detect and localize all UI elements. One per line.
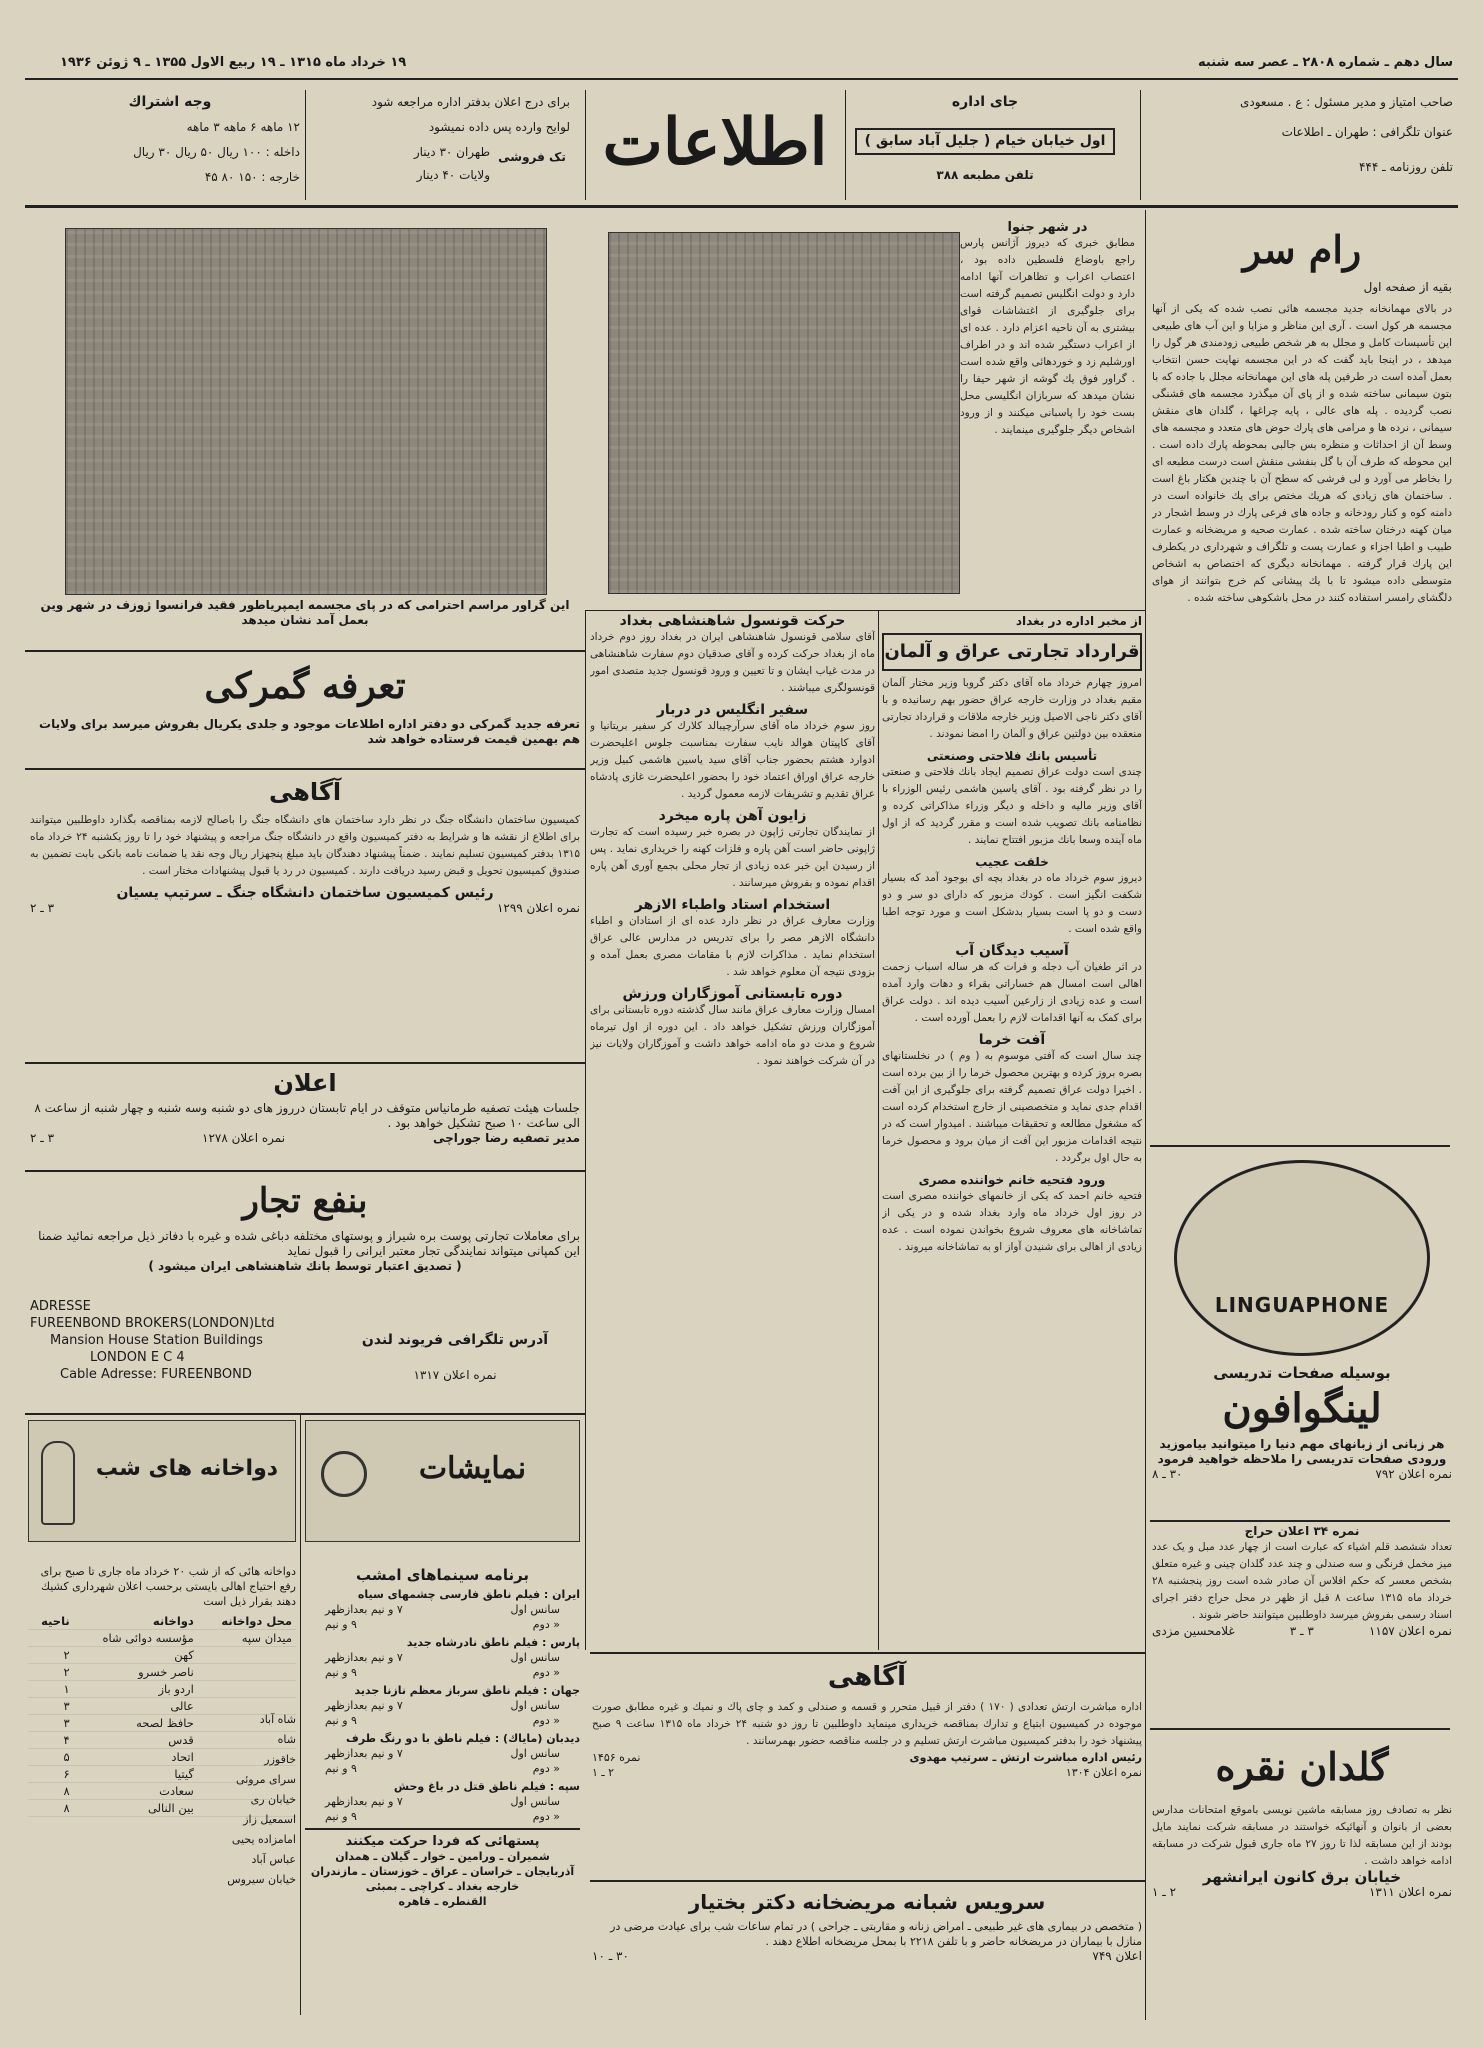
- subs-domestic: داخله : ۱۰۰ ریال ۵۰ ریال ۳۰ ریال: [133, 145, 300, 159]
- cinema-session: [305, 1713, 580, 1728]
- left-rule-3: [25, 1062, 585, 1064]
- pharmacy-cell: ۸: [28, 1800, 74, 1817]
- linguaphone-logo: LINGUAPHONE: [1214, 1293, 1390, 1317]
- pharmacy-header: دواخانه: [74, 1613, 198, 1630]
- ramsar-title: رام سر: [1242, 227, 1362, 272]
- auction-sign: غلامحسین مزدی: [1152, 1624, 1235, 1638]
- pharmacy-locations: [206, 1710, 296, 1890]
- bus-line4: القنطره ـ قاهره: [398, 1895, 487, 1908]
- pharmacy-block: [28, 1420, 296, 2020]
- cinema-session-text: ۷ و نیم بعدازظهر: [325, 1651, 403, 1664]
- office-address: اول خیابان خیام ( جلیل آباد سابق ): [855, 128, 1115, 155]
- cinema-item: [305, 1683, 580, 1728]
- notice3-title: آگاهی: [827, 1662, 907, 1692]
- pharmacy-cell: قدس: [74, 1732, 198, 1749]
- left-rule-v: [300, 1415, 301, 2015]
- notice1-text: کمیسیون ساختمان دانشگاه جنگ در نظر دارد ساختمان های دانشگاه جنگ را باصالح لازمه بمناقصه بگذارد داوطلبین میتوانند برای اطلاع از نقشه ها و شرایط به دفتر کمیسیون واقع در دانشگاه جنگ مراجعه و پیشنهاد خود را تا روز یکشنبه ۲۴ خرداد ماه ۱۳۱۵ بدفتر کمیسیون تسلیم نمایند . ضمناً پیشنهاد دهندگان باید مبلغ پنجهزار ریال وجه نقد یا ضمانت نامه بانکی بابت تضمین به صندوق کمیسیون تحویل و قبض رسید دریافت دارند . کمیسیون در رد یا قبول پیشنهادات مختار است .: [30, 814, 580, 877]
- cinema-session-text: ۹ و نیم: [325, 1810, 357, 1823]
- auction-notice: [1152, 1524, 1452, 1724]
- pharmacy-cell: ۳: [28, 1715, 74, 1732]
- bank-title: تأسیس بانك فلاحتی وصنعتی: [926, 749, 1098, 763]
- header-div-2: [845, 90, 846, 200]
- vase-title: گلدان نقره: [1215, 1744, 1389, 1789]
- pharmacy-location: اسمعیل زاز: [243, 1813, 296, 1826]
- subs-periods: ۱۲ ماهه ۶ ماهه ۳ ماهه: [186, 120, 300, 134]
- vienna-caption: این گراور مراسم احترامی که در پای مجسمه ایمپریاطور فقید فرانسوا ژوزف در شهر وین بعمل آمد نشان میدهد: [40, 598, 570, 627]
- header-div-4: [305, 90, 306, 200]
- vase-sign: خیابان برق کانون ایرانشهر: [1202, 1868, 1402, 1886]
- top-rule: [25, 78, 1458, 80]
- col-rule-mid: [878, 610, 879, 1650]
- geneva-title: در شهر جنوا: [1007, 220, 1088, 235]
- pharmacy-header: محل دواخانه: [198, 1613, 296, 1630]
- cinema-name: دیدبان (مایاك) : فیلم ناطق با دو رنگ طرف: [346, 1732, 580, 1745]
- pharmacy-cell: ۶: [28, 1766, 74, 1783]
- pharmacy-location: خیابان ری: [250, 1793, 296, 1806]
- pharmacy-cell: ناصر خسرو: [74, 1664, 198, 1681]
- vienna-photo: [65, 228, 547, 595]
- doctor-text: ( متخصص در بیماری های غیر طبیعی ـ امراض زنانه و مقاربتی ـ جراحی ) در تمام ساعات شب برای عیادت مرضی در منازل با بیماران در مریضخانه حاضر و با تلفن ۲۲۱۸ با بمحل مریضخانه اطلاع دهند .: [610, 1920, 1142, 1948]
- ad-note2: لوایح وارده پس داده نمیشود: [428, 120, 570, 134]
- bus-top-rule: [305, 1828, 580, 1830]
- sport-title: دوره تابستانی آموزگاران ورزش: [622, 986, 843, 1002]
- tariff-text: تعرفه جدید گمرکی دو دفتر اداره اطلاعات موجود و جلدی یکریال بفروش میرسد برای ولایات هم بهمین قیمت فرستاده خواهد شد: [39, 717, 580, 746]
- pharmacy-sign: [28, 1420, 296, 1542]
- sport-text: امسال وزارت معارف عراق مانند سال گذشته دوره تابستانی برای آموزگاران ورزش تشکیل خواهد داد . این دوره از اول تیرماه شروع و مدت دو ماه ادامه خواهد داشت و آموزگاران ولایات نیز در آن شرکت خواهند نمود .: [590, 1004, 875, 1067]
- office-title: جای اداره: [951, 95, 1019, 110]
- cinema-session-text: ۷ و نیم بعدازظهر: [325, 1795, 403, 1808]
- notice3-sign: رئیس اداره مباشرت ارتش ـ سرتیپ مهدوی: [909, 1751, 1142, 1764]
- notice2-sign: مدیر تصفیه رضا جوراچی: [433, 1131, 580, 1145]
- pharmacy-row: [28, 1647, 296, 1664]
- creation-title: خلقت عجیب: [975, 855, 1049, 869]
- cinema-session: [305, 1602, 580, 1617]
- notice2-num: نمره اعلان ۱۲۷۸: [202, 1131, 286, 1145]
- date-line: ۱۹ خرداد ماه ۱۳۱۵ ـ ۱۹ ربیع الاول ۱۳۵۵ ـ ۹ ژوئن ۱۹۳۶: [60, 55, 407, 70]
- iraq-tr-title: قرارداد تجارتی عراق و آلمان: [882, 633, 1142, 671]
- cinema-name: پارس : فیلم ناطق نادرشاه جدید: [406, 1636, 580, 1649]
- cinema-session-text: سانس اول: [510, 1651, 560, 1664]
- doctor-ad: [592, 1885, 1142, 2025]
- pharmacy-cell: حافظ لصحه: [74, 1715, 198, 1732]
- pharmacy-cell: بین النالی: [74, 1800, 198, 1817]
- ramsar-text: در بالای مهمانخانه جدید مجسمه هائی نصب شده که یکی از آنها مجسمه هر کول است . آری این مناظر و مزایا و این آب های طبیعی این تأسیسات کامل و مجلل به هر شخص طبیعی زودمندی هر گول را میدهد ، در اینجا باید گفت که در این مجسمه نهایت حسن انتخاب بعمل آمده است در طرفین پله های این مهمانخانه مجلل با جاده که با بتون سیمانی ساخته شده و از پای آن میگذرد مجسمه های قشنگی نصب گردیده . پله های عالی ، پایه چراغها ، گلدان های منقش سیمانی ، نرده ها و مرامی های پارك حوض های متعدد و مجسمه های وسط آن از احداثات و منظره بس جالبی بمحوطه پارك داده است . این محوطه که طرف آن با گل بنفشی منقش است درست مطبعه ای را بخاطر می آورد و لی فرشی که سطح آن با چندین هکتار باغ است . ساختمان های زیادی که هریك مختص برای یك خانواده است در دامنه کوه و کنار رودخانه و جاده های فرعی پارك در وسط اشجار در میان کهنه درختان ساخته شده . عمارت صحیه و مریضخانه و عمارت طبیب و اطبا اجزاء و عمارت پست و تلگراف و شهرداری در یکطرف این پارك قرار گرفته . مهمانخانه دیگری که اختصاص به اشخاص متوسطی داده میشود تا با یك پیشانی کم خرج بتوانند از هوای دلگشای رامسر استفاده کنند در محل باشکوهی ساخته شده .: [1152, 303, 1452, 604]
- pharmacy-cell: [198, 1664, 296, 1681]
- telegraph-line: عنوان تلگرافی : طهران ـ اطلاعات: [1281, 125, 1453, 139]
- pharmacy-cell: ۸: [28, 1783, 74, 1800]
- col-rule-right: [1145, 210, 1146, 2020]
- print-phone: تلفن مطبعه ۳۸۸: [936, 168, 1034, 182]
- vase-num: نمره اعلان ۱۳۱۱: [1368, 1885, 1452, 1899]
- pharmacy-cell: اردو باز: [74, 1681, 198, 1698]
- flood-title: آسیب دیدگان آب: [955, 943, 1069, 959]
- cinema-name: سپه : فیلم ناطق قتل در باغ وحش: [393, 1780, 580, 1793]
- pharmacy-row: [28, 1681, 296, 1698]
- cinema-name: جهان : فیلم ناطق سرباز معظم نازنا جدید: [354, 1684, 580, 1697]
- cinema-item: [305, 1779, 580, 1824]
- cinema-session-text: ۹ و نیم: [325, 1714, 357, 1727]
- auction-title: نمره ۳۴ اعلان حراج: [1244, 1524, 1360, 1538]
- doctor-title: سرویس شبانه مریضخانه دکتر بختیار: [688, 1890, 1046, 1914]
- cinema-session-text: ۹ و نیم: [325, 1618, 357, 1631]
- merchants-telegraph: آدرس تلگرافی فریوند لندن: [361, 1332, 549, 1348]
- notice3-num2: نمره اعلان ۱۳۰۴: [1065, 1766, 1142, 1779]
- merchants-ad: [30, 1173, 580, 1413]
- left-rule-2: [25, 768, 585, 770]
- bus-line2: آذربایجان ـ خراسان ـ عراق ـ خوزستان ـ مازندران: [310, 1865, 575, 1878]
- price-prov: ولایات ۴۰ دینار: [416, 168, 490, 182]
- notice2: [30, 1065, 580, 1165]
- cinema-item: [305, 1587, 580, 1632]
- merchants-num: نمره اعلان ۱۳۱۷: [413, 1368, 497, 1382]
- subs-title: وجه اشتراك: [128, 95, 212, 110]
- doctor-num: اعلان ۷۴۹: [1092, 1949, 1142, 1963]
- header-bottom-rule: [25, 205, 1458, 208]
- cinema-session: [305, 1809, 580, 1824]
- cinema-session: [305, 1746, 580, 1761]
- cinema-session-text: ۷ و نیم بعدازظهر: [325, 1747, 403, 1760]
- issue-line: سال دهم ـ شماره ۲۸۰۸ ـ عصر سه شنبه: [1198, 55, 1453, 70]
- tariff-notice: [30, 655, 580, 765]
- notice2-rep: ۳ ـ ۲: [30, 1131, 55, 1145]
- header-div-1: [1140, 90, 1141, 200]
- pharmacy-cell: ۱: [28, 1681, 74, 1698]
- cinema-session-text: ۷ و نیم بعدازظهر: [325, 1699, 403, 1712]
- pharmacy-location: شاه: [277, 1733, 296, 1746]
- consul-title: حرکت قونسول شاهنشاهی بغداد: [619, 614, 846, 629]
- doctor-top-rule: [590, 1880, 1145, 1882]
- pest-text: چند سال است که آفتی موسوم به ( وم ) در نخلستانهای بصره بروز کرده و بهترین محصول خرما را از بین برده است . اخیرا دولت عراق تصمیم گرفته برای جلوگیری از این آفت اقدام جدی نماید و متخصصینی از خارج استخدام کرده است که مشغول مطالعه و تحقیقات میباشند . امیدوار است که در نتیجه اقدامات مزبور این آفت از میان برود و محصول خرما به حال اول برگردد .: [882, 1050, 1142, 1164]
- addr-line3: LONDON E C 4: [90, 1350, 185, 1365]
- pharmacy-location: خاقوزر: [264, 1753, 296, 1766]
- auction-num: نمره اعلان ۱۱۵۷: [1368, 1624, 1452, 1638]
- projector-icon: [321, 1451, 367, 1497]
- train-text: از نمایندگان تجارتی ژاپون در بصره خبر رسیده است که تجارت ژاپونی حاضر است آهن پاره و فلزات کهنه را خریداری نماید . پس از رسیدن این خبر عده زیادی از تجار محلی بجمع آوری آهن پاره اقدام نموده و بفروش میرسانند .: [590, 826, 875, 889]
- train-title: زایون آهن پاره میخرد: [658, 808, 807, 824]
- merchants-title: بنفع تجار: [242, 1181, 368, 1221]
- pharmacy-cell: ۵: [28, 1749, 74, 1766]
- notice2-text: جلسات هیئت تصفیه طرمانیاس متوقف در ایام تابستان درروز های دو شنبه وسه شنبه و چهار شنبه از ساعت ۸ الی ساعت ۱۰ صبح تشکیل خواهد بود .: [34, 1101, 580, 1130]
- ramsar-article: [1152, 220, 1452, 1240]
- bus-line1: شمیران ـ ورامین ـ خوار ـ گیلان ـ همدان: [335, 1850, 550, 1863]
- pharmacy-location: خیابان سیروس: [227, 1873, 296, 1886]
- col-rule-left: [585, 610, 586, 1650]
- pharmacy-location: امامزاده یحیی: [231, 1833, 296, 1846]
- pharmacy-cell: میدان سپه: [198, 1630, 296, 1647]
- cinema-session: [305, 1650, 580, 1665]
- vase-top-rule: [1150, 1728, 1450, 1730]
- flood-text: در اثر طغیان آب دجله و فرات که هر ساله اسباب زحمت اهالی است امسال هم خساراتی بقراء و دهات وارد آمده است و عده زیادی از زارعین آسیب دیده اند . دولت عراق برای کمک به آنها اقدامات لازم را بعمل آورده است .: [882, 961, 1142, 1024]
- pharmacy-cell: ۲: [28, 1664, 74, 1681]
- linguaphone-caption: بوسیله صفحات تدریسی: [1213, 1364, 1391, 1382]
- doctor-rep: ۳۰ ـ ۱۰: [592, 1949, 629, 1963]
- left-rule-1: [25, 650, 585, 652]
- creation-text: دیروز سوم خرداد ماه در بغداد بچه ای بوجود آمد که بسیار شکفت انگیز است . کودك مزبور که دارای دو سر و دو دست و دو پا است بسیار بدشکل است و مورد توجه اطبا واقع شده است .: [882, 872, 1142, 935]
- auction-top-rule: [1150, 1520, 1450, 1522]
- pharmacy-cell: ۲: [28, 1647, 74, 1664]
- pharmacy-cell: ۴: [28, 1732, 74, 1749]
- bus-line3: خارجه بغداد ـ کراچی ـ بمبئی: [365, 1880, 520, 1893]
- cinema-session: [305, 1665, 580, 1680]
- cinema-item: [305, 1731, 580, 1776]
- pharmacy-cell: اتحاد: [74, 1749, 198, 1766]
- pharmacy-cell: ۳: [28, 1698, 74, 1715]
- pharmacy-cell: گیتیا: [74, 1766, 198, 1783]
- cinema-session-text: ۷ و نیم بعدازظهر: [325, 1603, 403, 1616]
- cinema-session-text: ۹ و نیم: [325, 1666, 357, 1679]
- pharmacy-sign-text: دواخانه های شب: [95, 1456, 279, 1481]
- cinema-session-text: « دوم: [532, 1714, 560, 1727]
- vase-notice: [1152, 1732, 1452, 2022]
- owner-line: صاحب امتیاز و مدیر مسئول : ع . مسعودی: [1239, 95, 1453, 109]
- linguaphone-rep: ۳۰ ـ ۸: [1152, 1467, 1183, 1481]
- cinema-session: [305, 1761, 580, 1776]
- left-rule-4: [25, 1170, 585, 1172]
- ad-note: برای درج اعلان بدفتر اداره مراجعه شود: [371, 95, 570, 109]
- linguaphone-num: نمره اعلان ۷۹۲: [1375, 1467, 1452, 1481]
- merchants-note: ( تصدیق اعتبار توسط بانك شاهنشاهی ایران میشود ): [148, 1259, 462, 1273]
- notice1-rep: ۳ ـ ۲: [30, 901, 55, 915]
- masthead: اطلاعات: [602, 105, 828, 180]
- cinema-session-text: ۹ و نیم: [325, 1762, 357, 1775]
- notice1: [30, 772, 580, 1062]
- cinema-list: [305, 1587, 580, 1824]
- cinema-session-text: « دوم: [532, 1762, 560, 1775]
- cinema-session-text: سانس اول: [510, 1795, 560, 1808]
- cinema-block: [305, 1420, 580, 2020]
- bank-text: چندی است دولت عراق تصمیم ایجاد بانك فلاحتی و صنعتی را در نظر گرفته بود . آقای یاسین هاشمی رئیس الوزراء با آقای وزیر مالیه و داخله و دیگر وزراء مذاکراتی کرده و نظامنامه بانك تصویب شده است و مقرر گردید که از اول ماه آینده وسعا بانك مزبور افتتاح نمایند .: [882, 766, 1142, 846]
- linguaphone-title: لینگوافون: [1222, 1385, 1382, 1432]
- cinema-session-text: « دوم: [532, 1810, 560, 1823]
- linguaphone-text: هر زبانی از زبانهای مهم دنیا را میتوانید بیاموزید ورودی صفحات تدریسی را ملاحظه خواهید فرمود: [1157, 1437, 1447, 1466]
- england-text: روز سوم خرداد ماه آقای سرآرچیبالد کلارك کر سفیر بریتانیا و آقای کاپیتان هوالد نایب سفارت بمناسبت جلوس اعلیحضرت ادوارد هشتم بحضور جناب آقای سید یاسین هاشمی کبیل وزیر خارجه عراق اوراق اعتماد خود را بحضور اعلیحضرت غازی پادشاه عراق تقدیم و تشریفات لازمه معمول گردید .: [590, 720, 875, 800]
- consul-text: آقای سلامی قونسول شاهنشاهی ایران در بغداد روز دوم خرداد ماه از بغداد حرکت کرده و آقای صدقیان دوم سفارت شاهنشاهی در مدت غیاب ایشان و تا تعیین و ورود قونسول جدید متصدی امور قونسولگری میباشند .: [590, 631, 875, 694]
- cinema-session-text: « دوم: [532, 1618, 560, 1631]
- iraq-kicker: از مخبر اداره در بغداد: [1015, 614, 1142, 628]
- teachers-text: وزارت معارف عراق در نظر دارد عده ای از استادان و اطباء دانشگاه الازهر مصر را برای تدریس در مدارس عالی عراق استخدام نماید . مذاکرات لازم با مقامات مصری بعمل آمده و بزودی نتیجه آن معلوم خواهد شد .: [590, 915, 875, 978]
- cinema-title: برنامه سینماهای امشب: [355, 1566, 530, 1584]
- tariff-title: تعرفه گمرکی: [204, 665, 406, 707]
- cinema-session-text: سانس اول: [510, 1747, 560, 1760]
- geneva-text: مطابق خبری که دیروز آژانس پارس راجع باوضاع فلسطین داده بود ، اعتصاب اعراب و تظاهرات آنها ادامه دارد و دولت انگلیس تصمیم گرفته است برای جلوگیری از اغتشاشات قوای بیشتری به آن ناحیه اعزام دارد . عده ای از اعراب دستگیر شده اند و در اطراف اورشلیم زد و خوردهائی واقع شده است . گراور فوق یك گوشه از شهر حیفا را نشان میدهد که سربازان انگلیسی محل بست خود را پاسبانی میکنند و از ورود اشخاص دیگر جلوگیری مینمایند .: [960, 237, 1135, 436]
- women-title: ورود فتحیه خانم خواننده مصری: [918, 1173, 1106, 1187]
- iraq-tr-text: امروز چهارم خرداد ماه آقای دکتر گروبا وزیر مختار آلمان مقیم بغداد در وزارت خارجه عراق حضور بهم رسانیده و با آقای دکتر ناجی الاصیل وزیر خارجه ملاقات و قرارداد تجارتی منعقده بین دولتین عراق و آلمان را امضا نمودند .: [882, 677, 1142, 740]
- notice3-text: اداره مباشرت ارتش تعدادی ( ۱۷۰ ) دفتر از قبیل متحرر و قسمه و صندلی و کمد و چای پاك و نمیك و غیره مطابق صورت موجوده در کمیسیون ابتیاع و تدارك بمناقصه خریداری مینماید داوطلبین تا روز دو شنبه ۲۴ خرداد ماه ۱۳۱۵ ساعت ۹ صبح پیشنهاد خود را بدفتر کمیسیون مباشرت ارتش تسلیم و در جلسه مناقصه حضور بهمرسانند .: [592, 1701, 1142, 1747]
- single-sale: تک فروشی: [498, 150, 566, 164]
- notice3: [592, 1655, 1142, 1875]
- addr-title: ADRESSE: [30, 1299, 91, 1314]
- header-div-3: [585, 90, 586, 200]
- linguaphone-ad: [1152, 1150, 1452, 1520]
- england-title: سفیر انگلیس در دربار: [656, 702, 809, 718]
- merchants-text: برای معاملات تجارتی پوست بره شیراز و پوستهای مختلفه دباغی شده و غیره با دفاتر ذیل مراجعه نمائید ضمنا این کمپانی میتواند نمایندگی تجار معتبر ایرانی را قبول نماید: [38, 1229, 580, 1258]
- pharmacy-cell: عالی: [74, 1698, 198, 1715]
- pharmacy-cell: مؤسسه دوائی شاه: [74, 1630, 198, 1647]
- cinema-session: [305, 1698, 580, 1713]
- cinema-session: [305, 1794, 580, 1809]
- women-text: فتحیه خانم احمد که یکی از خانمهای خواننده مصری است در روز اول خرداد ماه وارد بغداد شده و در یکی از تماشاخانه های معروف شروع بخواندن نموده است . عده زیادی از اهالی برای شنیدن آواز او به تماشاخانه میروند .: [882, 1190, 1142, 1253]
- notice1-sign: رئیس کمیسیون ساختمان دانشگاه جنگ ـ سرتیپ یسیان: [116, 885, 494, 901]
- auction-text: تعداد ششصد قلم اشیاء که عبارت است از چهار عدد مبل و یک عدد میز مخمل فرنگی و سه صندلی و چند عدد گلدان چینی و غیره متعلق بشخص معسر که حکم افلاس آن صادر شده است روز پنجشنبه ۲۸ خرداد ماه ۱۳۱۵ ساعت ۸ قبل از ظهر در محل حراج دفتر اجرای اسناد رسمی بفروش میرسد داوطلبین میتوانند حاضر شوند .: [1152, 1541, 1452, 1621]
- pharmacy-row: [28, 1664, 296, 1681]
- cinema-name: ایران : فیلم ناطق فارسی چشمهای سیاه: [357, 1588, 580, 1601]
- notice1-num: نمره اعلان ۱۲۹۹: [496, 901, 580, 915]
- notice1-title: آگاهی: [268, 778, 342, 806]
- cinema-ad: [305, 1420, 580, 1542]
- notice2-title: اعلان: [273, 1069, 337, 1097]
- pharmacy-row: [28, 1630, 296, 1647]
- cinema-session-text: « دوم: [532, 1666, 560, 1679]
- pharmacy-header: ناحیه: [28, 1613, 74, 1630]
- auction-rep: ۳ ـ ۳: [1289, 1624, 1314, 1638]
- iraq-col: [882, 614, 1142, 1654]
- vase-rep: ۲ ـ ۱: [1152, 1885, 1177, 1899]
- addr-line1: FUREENBOND BROKERS(LONDON)Ltd: [30, 1316, 275, 1331]
- pharmacy-cell: [28, 1630, 74, 1647]
- vase-text: نظر به تصادف روز مسابقه ماشین نویسی باموقع امتحانات مدارس بعضی از بانوان و آنهائیکه خواستند در مسابقه شرکت نمایند مایل بودند از این مسابقه لذا تا روز ۲۷ ماه جاری قبول شرکت در مسابقه ادامه خواهد داشت .: [1152, 1804, 1452, 1867]
- notice3-num1: نمره ۱۴۵۶: [592, 1751, 641, 1764]
- iraq-top-rule: [585, 610, 1145, 611]
- pharmacy-intro: دواخانه هائی که از شب ۲۰ خرداد ماه جاری تا صبح برای رفع احتیاج اهالی بایستی برحسب اعلان شهرداری کشیك دهند بقرار ذیل است: [40, 1565, 296, 1608]
- pharmacy-location: سرای مروئی: [236, 1773, 296, 1786]
- pharmacy-cell: سعادت: [74, 1783, 198, 1800]
- linguaphone-illustration: [1174, 1160, 1430, 1356]
- pharmacy-cell: کهن: [74, 1647, 198, 1664]
- price-tehran: طهران ۳۰ دینار: [413, 145, 490, 159]
- notice3-top-rule: [590, 1652, 1145, 1654]
- notice3-rep: ۲ ـ ۱: [592, 1766, 615, 1779]
- cinema-session-text: سانس اول: [510, 1699, 560, 1712]
- pharmacy-location: عباس آباد: [251, 1853, 296, 1866]
- cinema-session: [305, 1617, 580, 1632]
- addr-line2: Mansion House Station Buildings: [50, 1333, 263, 1348]
- haifa-photo: [608, 232, 960, 594]
- cinema-ad-text: نمایشات: [418, 1451, 527, 1486]
- geneva-article: [960, 220, 1135, 605]
- linguaphone-top-rule: [1150, 1145, 1450, 1147]
- cinema-session-text: سانس اول: [510, 1603, 560, 1616]
- pharmacy-location: شاه آباد: [259, 1713, 296, 1726]
- ramsar-sub: بقیه از صفحه اول: [1363, 280, 1452, 294]
- pharmacy-cell: [198, 1647, 296, 1664]
- pharmacy-cell: [198, 1681, 296, 1698]
- cinema-item: [305, 1635, 580, 1680]
- middle-col: [590, 614, 875, 1654]
- daily-phone: تلفن روزنامه ـ ۴۴۴: [1358, 160, 1453, 174]
- teachers-title: استخدام استاد واطباء الازهر: [634, 897, 831, 913]
- bus-title: پستهائی که فردا حرکت میکنند: [345, 1834, 540, 1849]
- pest-title: آفت خرما: [978, 1032, 1046, 1048]
- subs-foreign: خارجه : ۱۵۰ ۸۰ ۴۵: [204, 170, 300, 184]
- pharmacist-figure-icon: [41, 1441, 75, 1525]
- left-rule-5: [25, 1413, 585, 1415]
- addr-line4: Cable Adresse: FUREENBOND: [60, 1367, 252, 1382]
